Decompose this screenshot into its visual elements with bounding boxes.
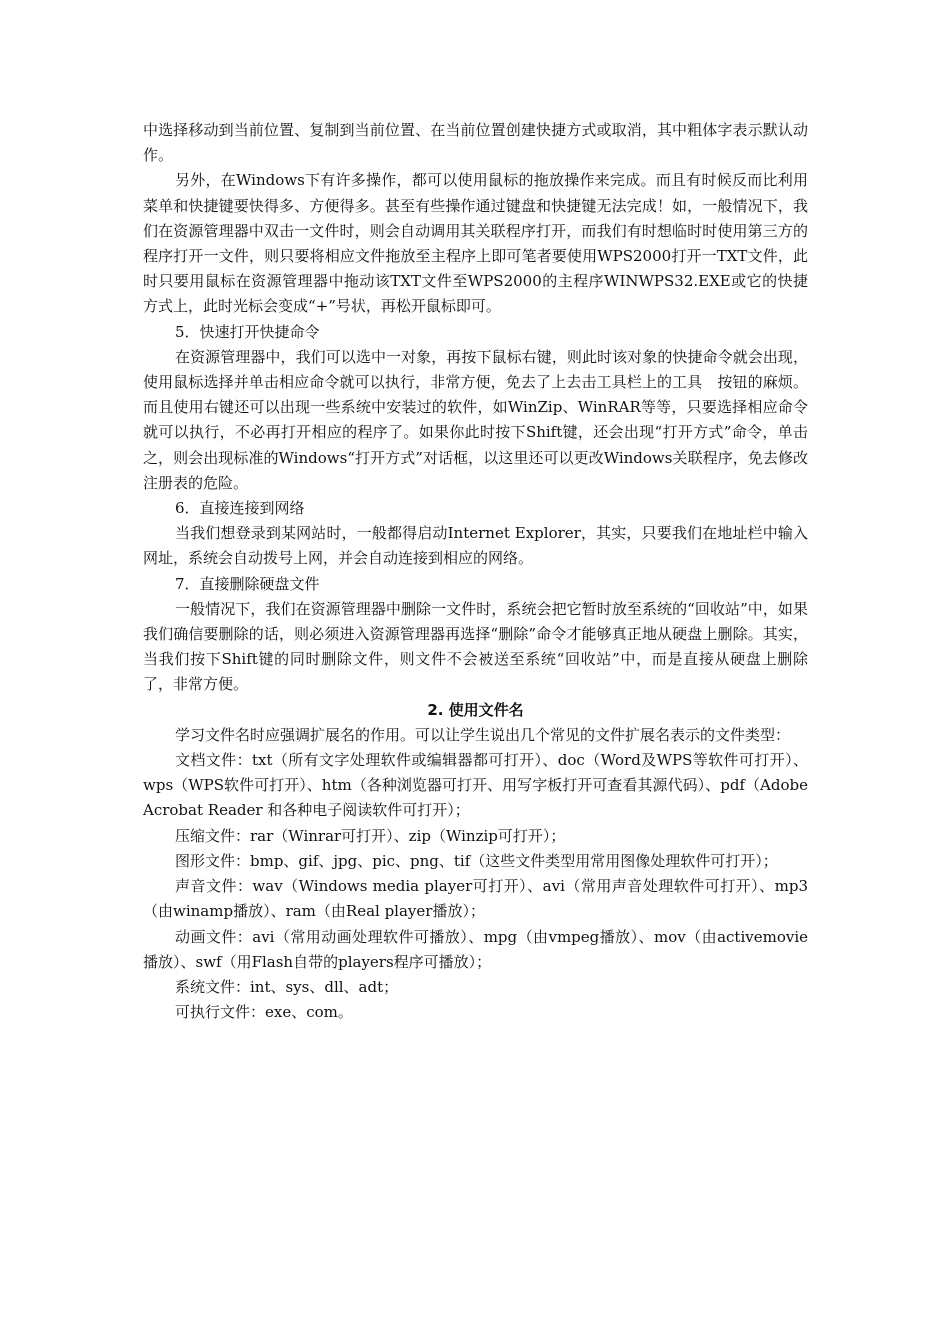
paragraph-drag-and-drop: 另外，在Windows下有许多操作，都可以使用鼠标的拖放操作来完成。而且有时候反而比利用菜单和快捷键要快得多、方便得多。甚至有些操作通过键盘和快捷键无法完成！如，一般情况下，我们在资源管理器中双击一文件时，则会自动调用其关联程序打开，而我们有时想临时时使用第三方的程序打开一文件，则只要将相应文件拖放至主程序上即可笔者要使用WPS2000打开一TXT文件，此时只要用鼠标在资源管理器中拖动该TXT文件至WPS2000的主程序WINWPS32.EXE或它的快捷方式上，此时光标会变成“+”号状，再松开鼠标即可。 <box>143 171 808 316</box>
paragraph-recycle-bin: 一般情况下，我们在资源管理器中删除一文件时，系统会把它暂时放至系统的“回收站”中，如果我们确信要删除的话，则必须进入资源管理器再选择“删除”命令才能够真正地从硬盘上删除。其实，当我们按下Shift键的同时删除文件，则文件不会被送至系统“回收站”中，而是直接从硬盘上删除了，非常方便。 <box>143 599 808 694</box>
paragraph-image-files: 图形文件：bmp、gif、jpg、pic、png、tif（这些文件类型用常用图像处理软件可打开）； <box>175 851 778 870</box>
section-heading-use-filenames: 2. 使用文件名 <box>427 700 524 719</box>
paragraph-executable-files: 可执行文件：exe、com。 <box>175 1003 353 1022</box>
paragraph-audio-files: 声音文件：wav（Windows media player可打开）、avi（常用声音处理软件可打开）、mp3（由winamp播放）、ram（由Real player播放）； <box>143 877 808 921</box>
document-page <box>143 118 808 1025</box>
paragraph-drag-context-menu: 中选择移动到当前位置、复制到当前位置、在当前位置创建快捷方式或取消，其中粗体字表示默认动作。 <box>143 121 808 165</box>
paragraph-right-click-menu: 在资源管理器中，我们可以选中一对象，再按下鼠标右键，则此时该对象的快捷命令就会出现，使用鼠标选择并单击相应命令就可以执行，非常方便，免去了上去击工具栏上的工具 按钮的麻烦。而且使用右键还可以出现一些系统中安装过的软件，如WinZip、WinRAR等等，只要选择相应命令就可以执行，不必再打开相应的程序了。如果你此时按下Shift键，还会出现“打开方式”命令，单击之，则会出现标准的Windows“打开方式”对话框，以这里还可以更改Windows关联程序，免去修改注册表的危险。 <box>143 347 808 492</box>
paragraph-compressed-files: 压缩文件：rar（Winrar可打开）、zip（Winzip可打开）； <box>175 826 566 845</box>
paragraph-address-bar: 当我们想登录到某网站时，一般都得启动Internet Explorer，其实，只要我们在地址栏中输入网址，系统会自动拨号上网，并会自动连接到相应的网络。 <box>143 524 808 568</box>
paragraph-animation-files: 动画文件：avi（常用动画处理软件可播放）、mpg（由vmpeg播放）、mov（由activemovie播放）、swf（用Flash自带的players程序可播放）； <box>143 927 808 971</box>
paragraph-document-files: 文档文件：txt（所有文字处理软件或编辑器都可打开）、doc（Word及WPS等软件可打开）、wps（WPS软件可打开）、htm（各种浏览器可打开、用写字板打开可查看其源代码）、pdf（Adobe Acrobat Reader 和各种电子阅读软件可打开）； <box>143 751 808 820</box>
section-heading-connect-network: 6．直接连接到网络 <box>175 499 305 518</box>
paragraph-system-files: 系统文件：int、sys、dll、adt； <box>175 977 399 996</box>
paragraph-extension-intro: 学习文件名时应强调扩展名的作用。可以让学生说出几个常见的文件扩展名表示的文件类型： <box>175 725 791 744</box>
section-heading-quick-shortcut-commands: 5．快速打开快捷命令 <box>175 322 320 341</box>
section-heading-delete-files: 7．直接删除硬盘文件 <box>175 574 320 593</box>
